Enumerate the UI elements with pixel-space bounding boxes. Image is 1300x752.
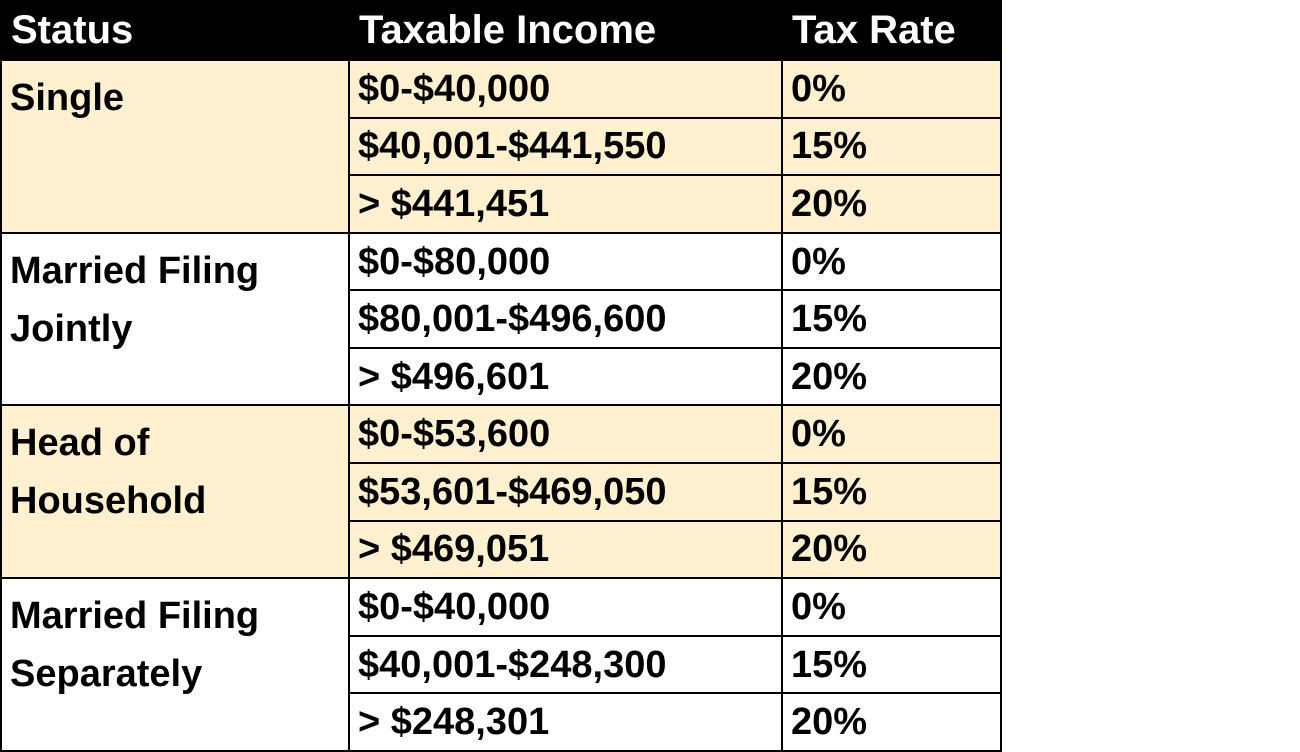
income-cell: > $469,051 [349, 521, 782, 579]
status-cell-married-filing-jointly: Married Filing Jointly [1, 233, 349, 406]
header-status: Status [1, 1, 349, 60]
income-cell: $0-$40,000 [349, 578, 782, 636]
rate-cell: 0% [782, 405, 1001, 463]
rate-cell: 15% [782, 118, 1001, 176]
rate-cell: 15% [782, 463, 1001, 521]
header-taxable-income: Taxable Income [349, 1, 782, 60]
income-cell: $0-$80,000 [349, 233, 782, 291]
rate-cell: 15% [782, 290, 1001, 348]
status-cell-single: Single [1, 60, 349, 233]
income-cell: > $441,451 [349, 175, 782, 233]
rate-cell: 0% [782, 60, 1001, 118]
table-row [1, 578, 1001, 636]
income-cell: $40,001-$441,550 [349, 118, 782, 176]
table-row [1, 60, 1001, 118]
status-cell-married-filing-separately: Married Filing Separately [1, 578, 349, 751]
rate-cell: 20% [782, 693, 1001, 751]
income-cell: > $248,301 [349, 693, 782, 751]
income-cell: $0-$40,000 [349, 60, 782, 118]
header-row [1, 1, 1001, 60]
rate-cell: 0% [782, 578, 1001, 636]
status-cell-head-of-household: Head of Household [1, 405, 349, 578]
rate-cell: 0% [782, 233, 1001, 291]
rate-cell: 20% [782, 348, 1001, 406]
income-cell: $0-$53,600 [349, 405, 782, 463]
income-cell: $40,001-$248,300 [349, 636, 782, 694]
income-cell: $53,601-$469,050 [349, 463, 782, 521]
income-cell: $80,001-$496,600 [349, 290, 782, 348]
rate-cell: 15% [782, 636, 1001, 694]
rate-cell: 20% [782, 521, 1001, 579]
table-row [1, 405, 1001, 463]
income-cell: > $496,601 [349, 348, 782, 406]
rate-cell: 20% [782, 175, 1001, 233]
header-tax-rate: Tax Rate [782, 1, 1001, 60]
table-row [1, 233, 1001, 291]
